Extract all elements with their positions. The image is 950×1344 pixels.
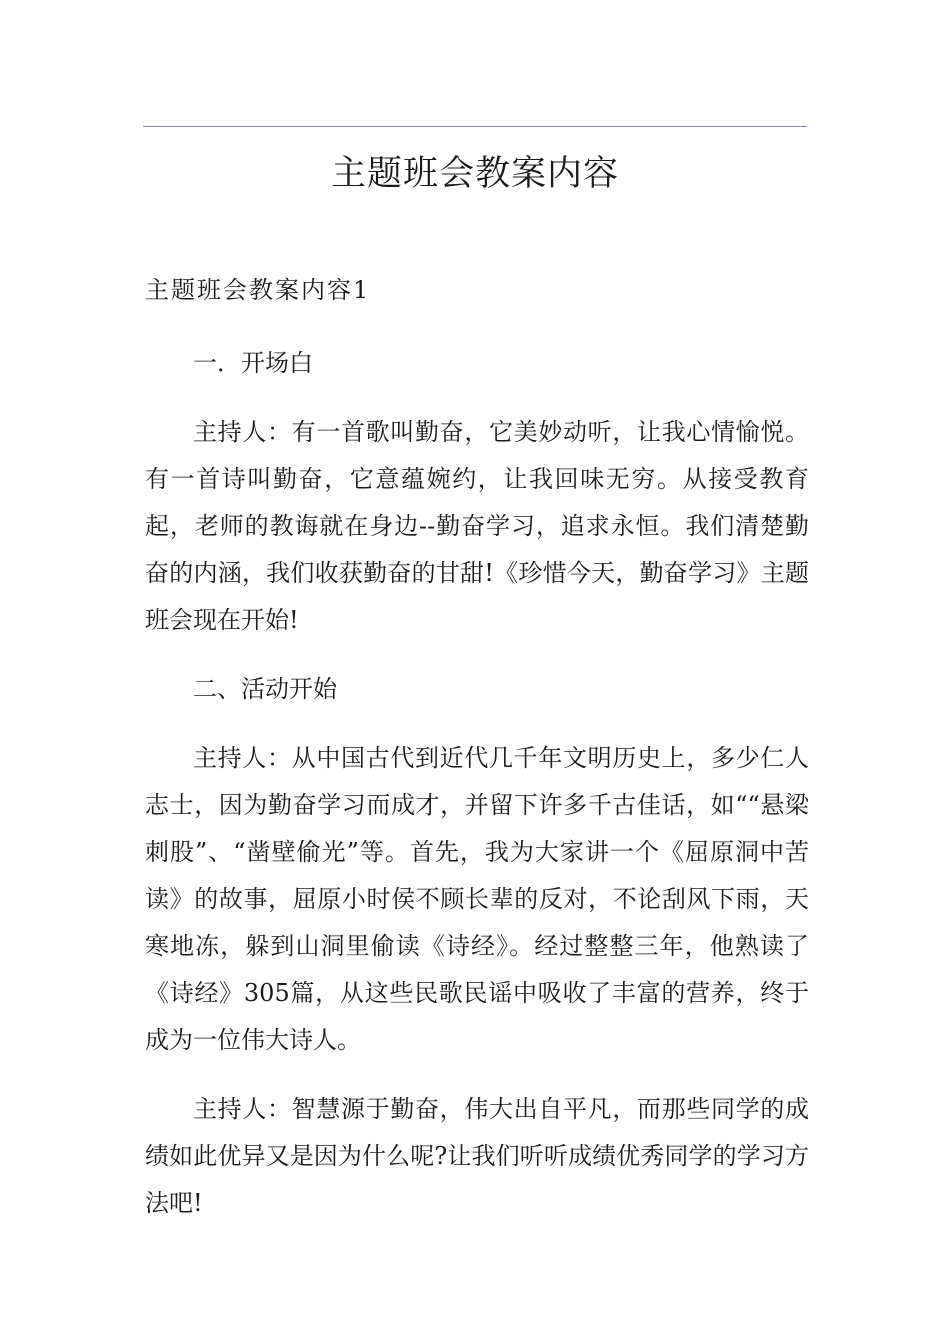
subhead-activity: 二、活动开始 xyxy=(193,675,337,703)
document-title: 主题班会教案内容 xyxy=(330,154,619,194)
header-rule xyxy=(143,126,807,127)
paragraph-closing: 主持人：智慧源于勤奋，伟大出自平凡，而那些同学的成绩如此优异又是因为什么呢?让我们听听成绩优秀同学的学习方法吧! xyxy=(145,1095,809,1217)
document-body xyxy=(145,340,809,1227)
paragraph-opening: 主持人：有一首歌叫勤奋，它美妙动听，让我心情愉悦。有一首诗叫勤奋，它意蕴婉约，让我回味无穷。从接受教育起，老师的教诲就在身边--勤奋学习，追求永恒。我们清楚勤奋的内涵，我们收获勤奋的甘甜!《珍惜今天，勤奋学习》主题班会现在开始! xyxy=(145,418,809,634)
section-heading: 主题班会教案内容1 xyxy=(145,276,371,304)
paragraph-story: 主持人：从中国古代到近代几千年文明历史上，多少仁人志士，因为勤奋学习而成才，并留下许多千古佳话，如““悬梁刺股”、“凿壁偷光”等。首先，我为大家讲一个《屈原洞中苦读》的故事，屈原小时侯不顾长辈的反对，不论刮风下雨，天寒地冻，躲到山洞里偷读《诗经》。经过整整三年，他熟读了《诗经》305篇，从这些民歌民谣中吸收了丰富的营养，终于成为一位伟大诗人。 xyxy=(145,744,809,1054)
subhead-opening: 一．开场白 xyxy=(193,349,313,377)
